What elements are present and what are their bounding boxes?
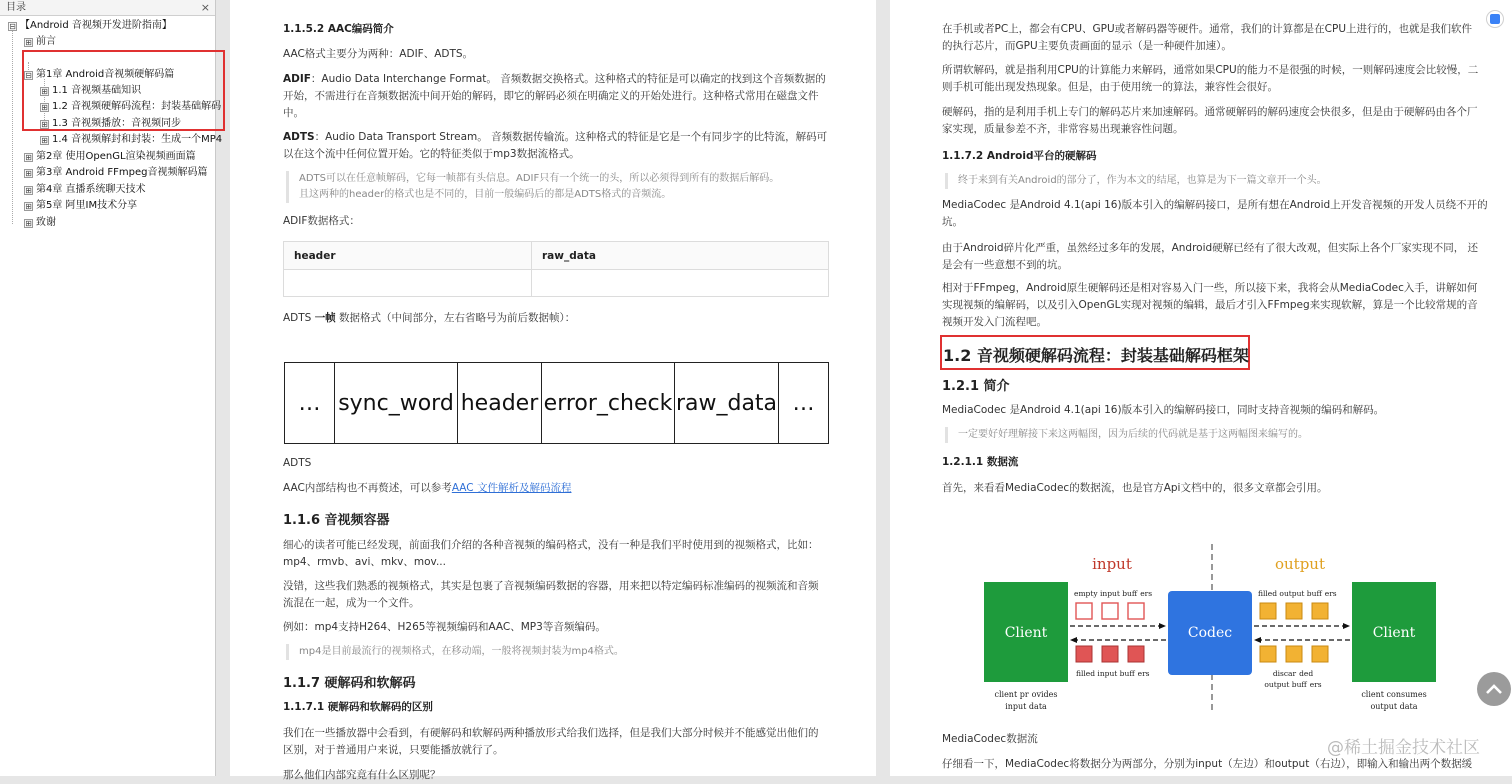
blockquote: 终于来到有关Android的部分了，作为本文的结尾，也算是为下一篇文章开一个头。 (945, 173, 1500, 189)
toc-item-label: 第1章 Android音视频硬解码篇 (36, 69, 175, 80)
client-consumes-label: client consumes (1361, 690, 1427, 699)
filled-buffer (1102, 646, 1118, 662)
table-header-row (284, 242, 829, 270)
arrow-head (1070, 637, 1077, 643)
text-line: 区别，对于普通用户来说，只要能播放就行了。 (283, 744, 504, 756)
text-line: ADTS可以在任意帧解码，它每一帧都有头信息。ADIF只有一个统一的头，所以必须得到所有的数据后解码。 (299, 173, 780, 184)
text-span: 数据格式（中间部分，左右省略号为前后数据帧）： (335, 312, 576, 324)
client-consumes-label: output data (1370, 702, 1418, 711)
blockquote: 一定要好好理解接下来这两幅图，因为后续的代码就是基于这两幅图来编写的。 (945, 427, 1500, 443)
paragraph (942, 104, 1502, 138)
adts-frame-diagram (284, 362, 829, 444)
expand-icon[interactable]: ⊞ (25, 153, 32, 162)
text-span: ADTS (283, 312, 315, 324)
filled-input-buffers (1076, 646, 1144, 662)
text-line: 没错，这些我们熟悉的视频格式，其实是包裹了音视频编码数据的容器，用来把以特定编码标准编码的视频流和音频 (283, 580, 819, 592)
toc-item-label: 第3章 Android FFmpeg音视频解码篇 (36, 167, 208, 178)
text-line: 的执行芯片，而GPU主要负责画面的显示（是一种硬件加速）。 (942, 40, 1232, 52)
paragraph-adts-frame (283, 310, 575, 327)
output-buffer (1260, 603, 1276, 619)
heading-aac: 1.1.5.2 AAC编码简介 (283, 23, 394, 35)
text-line: 硬解码，指的是利用手机上专门的解码芯片来加速解码。通常硬解码的解码速度会快很多，但是由于硬解码由各个厂 (942, 106, 1478, 118)
heading-hw-sw-diff: 1.1.7.1 硬解码和软解码的区别 (283, 701, 433, 713)
label-part: ers (1140, 589, 1153, 598)
expand-icon[interactable]: ⊞ (25, 38, 32, 47)
blockquote: mp4是目前最流行的视频格式，在移动端，一般将视频封装为mp4格式。 (286, 644, 856, 660)
label-part: ded (1299, 669, 1314, 678)
watermark: @稀土掘金技术社区 (1327, 738, 1480, 758)
collapse-icon[interactable]: ⊟ (9, 22, 16, 31)
arrow-head (1343, 623, 1350, 629)
toc-item-chapter-4[interactable] (0, 182, 216, 199)
text-line: 坑。 (942, 216, 963, 228)
expand-icon[interactable]: ⊞ (41, 87, 48, 96)
paragraph-adts (283, 129, 863, 163)
paragraph: 例如：mp4支持H264、H265等视频编码和AAC、MP3等音频编码。 (283, 621, 606, 633)
table-row (284, 270, 829, 297)
toc-item-label: 1.1 音视频基础知识 (52, 85, 142, 96)
save-icon (1490, 14, 1500, 24)
expand-icon[interactable]: ⊞ (25, 186, 32, 195)
adif-format-table (283, 241, 829, 297)
toc-sidebar (0, 0, 223, 776)
text-line: ：Audio Data Interchange Format。 音频数据交换格式。这种格式的特征是可以确定的找到这个音频数据的 (310, 73, 826, 85)
text-line: 以在这个流中任何位置开始。它的特征类似于mp3数据流格式。 (283, 148, 580, 160)
label-part: filled output buff (1258, 589, 1322, 598)
text-line: ：Audio Data Transport Stream。 音频数据传输流。这种格式的特征是它是一个有同步字的比特流，解码可 (314, 131, 828, 143)
output-buffer (1286, 603, 1302, 619)
label-part: ers (1137, 669, 1150, 678)
client-provides-label: input data (1005, 702, 1047, 711)
heading-android-hw: 1.1.7.2 Android平台的硬解码 (942, 150, 1097, 162)
collapse-icon[interactable]: ⊟ (25, 71, 32, 80)
empty-input-buffers (1076, 603, 1144, 619)
heading-intro: 1.2.1 简介 (942, 379, 1010, 394)
chevron-up-icon (1485, 683, 1503, 695)
blockquote (286, 171, 856, 203)
toc-item-1-2[interactable] (0, 99, 222, 116)
toc-item-label: 第2章 使用OpenGL渲染视频画面篇 (36, 151, 196, 162)
heading-1-2: 1.2 音视频硬解码流程：封装基础解码框架 (943, 346, 1249, 365)
text-line: 且这两种的header的格式也是不同的，目前一般编码后的都是ADTS格式的音频流。 (299, 189, 672, 200)
heading-container: 1.1.6 音视频容器 (283, 513, 390, 528)
paragraph (942, 280, 1502, 331)
text-line: 那么他们内部究竟有什么区别呢？ (283, 769, 441, 781)
paragraph-adif (283, 71, 863, 122)
expand-icon[interactable]: ⊞ (41, 136, 48, 145)
paragraph: ADIF数据格式： (283, 215, 360, 227)
paragraph (942, 62, 1502, 96)
discarded-buffers-label (1273, 669, 1314, 678)
empty-input-buffers-label (1074, 589, 1152, 598)
paragraph: 仔细看一下，MediaCodec将数据分为两部分，分别为input（左边）和output（右边），即输入和输出两个数据缓 (942, 758, 1473, 770)
text-line: 由于Android碎片化严重，虽然经过多年的发展，Android硬解已经有了很大改观，但实际上各个厂家实现不同， 还 (942, 242, 1479, 254)
heading-data-flow: 1.2.1.1 数据流 (942, 456, 1019, 468)
text-line: mp4、rmvb、avi、mkv、mov... (283, 556, 446, 568)
label-part: output buff (1264, 680, 1307, 689)
text-line: MediaCodec 是Android 4.1(api 16)版本引入的编解码接口，是所有想在Android上开发音视频的开发人员绕不开的 (942, 199, 1488, 211)
toc-item-root[interactable] (0, 18, 216, 35)
output-buffer (1312, 646, 1328, 662)
paragraph (283, 725, 863, 784)
toc-item-label: 【Android 音视频开发进阶指南】 (20, 20, 172, 31)
output-buffer (1260, 646, 1276, 662)
aac-reference-link[interactable]: AAC 文件解析及解码流程 (451, 482, 572, 494)
text-line: 我们在一些播放器中会看到，有硬解码和软解码两种播放形式给我们选择，但是我们大部分时候并不能感觉出他们的 (283, 727, 819, 739)
filled-input-buffers-label (1076, 669, 1150, 678)
text-line: 流混在一起，成为一个文件。 (283, 597, 420, 609)
text-line: 开始，不需进行在音频数据流中间开始的解码，即它的解码必须在明确定义的开始处进行。这种格式常用在磁盘文件 (283, 90, 819, 102)
filled-buffer (1076, 646, 1092, 662)
expand-icon[interactable]: ⊞ (41, 120, 48, 129)
close-icon[interactable]: × (200, 1, 210, 14)
toc-item-1-1[interactable] (0, 83, 216, 100)
text-bold: 一帧 (314, 312, 336, 324)
adts-cell: header (458, 363, 542, 443)
toc-item-label: 第4章 直播系统聊天技术 (36, 184, 146, 195)
text-line: 则手机可能出现发热现象。但是，由于使用统一的算法，兼容性会很好。 (942, 81, 1278, 93)
heading-hw-sw: 1.1.7 硬解码和软解码 (283, 676, 416, 691)
toc-item-label: 1.3 音视频播放：音视频同步 (52, 118, 182, 129)
toc-item-1-3[interactable] (0, 116, 216, 133)
document-page-right (890, 0, 1512, 776)
label-part: empty input buff (1074, 589, 1138, 598)
label-part: ers (1309, 680, 1322, 689)
toc-item-label: 1.2 音视频硬解码流程：封装基础解码 (52, 101, 222, 112)
client-right-label: Client (1372, 625, 1416, 641)
text-line: 视频开发入门流程吧。 (942, 316, 1047, 328)
adts-cell: sync_word (335, 363, 458, 443)
paragraph (283, 537, 863, 571)
toc-item-chapter-3[interactable] (0, 165, 216, 182)
label-part: filled input buff (1076, 669, 1135, 678)
toc-item-label: 第5章 阿里IM技术分享 (36, 200, 138, 211)
paragraph (942, 240, 1502, 274)
label-part: ovides (1031, 690, 1058, 699)
paragraph (283, 578, 863, 612)
label-part: discar (1272, 669, 1297, 678)
expand-icon[interactable]: ⊞ (25, 169, 32, 178)
document-page-left (230, 0, 876, 781)
arrow-head (1159, 623, 1166, 629)
adts-cell: raw_data (675, 363, 779, 443)
figure-caption: ADTS (283, 457, 312, 469)
table-cell (284, 270, 532, 297)
output-buffer (1286, 646, 1302, 662)
codec-label: Codec (1187, 625, 1233, 641)
mediacodec-dataflow-diagram (982, 540, 1442, 718)
paragraph: MediaCodec 是Android 4.1(api 16)版本引入的编解码接口，同时支持音视频的编码和解码。 (942, 404, 1385, 416)
text-span: AAC内部结构也不再赘述，可以参考 (283, 482, 452, 494)
toc-item-1-4[interactable] (0, 132, 223, 149)
toc-item-chapter-5[interactable] (0, 198, 216, 215)
toc-item-chapter-2[interactable] (0, 149, 216, 166)
expand-icon[interactable]: ⊞ (25, 202, 32, 211)
table-cell (532, 270, 829, 297)
toc-header (0, 0, 215, 16)
table-header-cell: raw_data (532, 242, 829, 270)
toc-item-label: 前言 (36, 36, 56, 47)
save-button[interactable] (1486, 10, 1504, 28)
output-buffer (1312, 603, 1328, 619)
empty-buffer (1128, 603, 1144, 619)
paragraph (942, 197, 1502, 231)
input-label: input (1092, 555, 1132, 573)
figure-caption: MediaCodec数据流 (942, 733, 1038, 745)
filled-buffer (1128, 646, 1144, 662)
label-part: ers (1324, 589, 1337, 598)
output-label: output (1274, 555, 1326, 573)
term-adts: ADTS (283, 131, 315, 143)
text-line: 家实现，质量参差不齐，非常容易出现兼容性问题。 (942, 123, 1184, 135)
empty-buffer (1102, 603, 1118, 619)
text-line: 是会有一些意想不到的坑。 (942, 259, 1068, 271)
expand-icon[interactable]: ⊞ (41, 103, 48, 112)
arrow-head (1254, 637, 1261, 643)
toc-item-thanks[interactable] (0, 215, 216, 232)
expand-icon[interactable]: ⊞ (25, 219, 32, 228)
text-line: 所谓软解码，就是指利用CPU的计算能力来解码，通常如果CPU的能力不是很强的时候，一则解码速度会比较慢，二 (942, 64, 1479, 76)
paragraph: AAC格式主要分为两种：ADIF、ADTS。 (283, 48, 474, 60)
toc-item-preface[interactable] (0, 34, 216, 51)
toc-item-label: 1.4 音视频解封和封装：生成一个MP4 (52, 134, 223, 145)
adts-cell: error_check (542, 363, 675, 443)
toc-title: 目录 (6, 2, 26, 13)
text-line: 实现视频的编解码，以及引入OpenGL实现对视频的编辑，最后才引入FFmpeg来实现软解，算是一个比较常规的音 (942, 299, 1478, 311)
client-provides-label (994, 690, 1057, 699)
toc-item-label: 致谢 (36, 217, 56, 228)
adts-cell: … (792, 390, 815, 416)
empty-buffer (1076, 603, 1092, 619)
adts-cell: … (285, 363, 335, 443)
client-left-label: Client (1004, 625, 1048, 641)
paragraph-aac-ref (283, 480, 571, 497)
paragraph (942, 21, 1502, 55)
table-header-cell: header (284, 242, 532, 270)
text-line: 在手机或者PC上，都会有CPU、GPU或者解码器等硬件。通常，我们的计算都是在CPU上进行的，也就是我们软件 (942, 23, 1473, 35)
text-line: 相对于FFmpeg，Android原生硬解码还是相对容易入门一些，所以接下来，我将会从MediaCodec入手，讲解如何 (942, 282, 1478, 294)
term-adif: ADIF (283, 73, 311, 85)
discarded-output-buffers (1260, 646, 1328, 662)
text-line: 中。 (283, 107, 304, 119)
label-part: client pr (994, 690, 1029, 699)
filled-output-buffers (1260, 603, 1328, 619)
text-line: 细心的读者可能已经发现，前面我们介绍的各种音视频的编码格式，没有一种是我们平时使用到的视频格式，比如： (283, 539, 819, 551)
filled-output-buffers-label (1258, 589, 1337, 598)
back-to-top-button[interactable] (1477, 672, 1511, 706)
toc-item-chapter-1[interactable] (0, 67, 216, 84)
discarded-buffers-label (1264, 680, 1321, 689)
paragraph: 首先，来看看MediaCodec的数据流，也是官方Api文档中的，很多文章都会引用。 (942, 482, 1328, 494)
